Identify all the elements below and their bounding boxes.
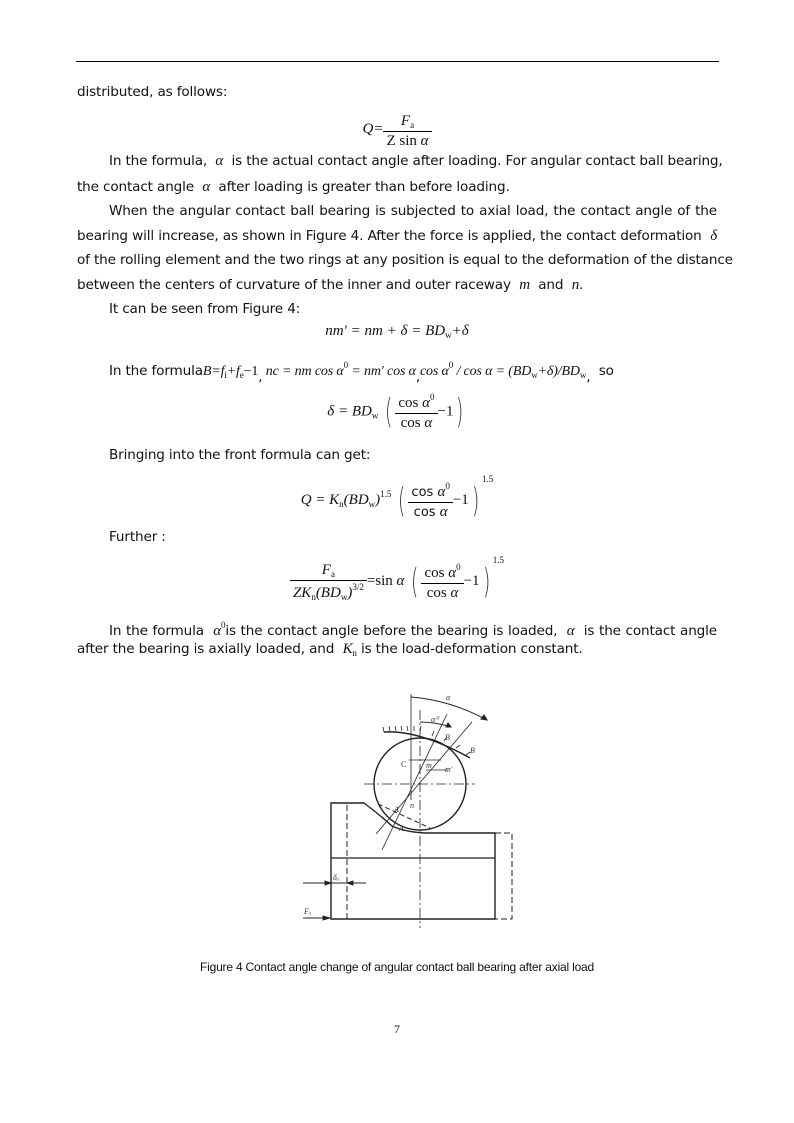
equation-q: Q= $\frac{F_a}{\text{Z sin α}}$ [0,113,794,150]
equation-nm: nm′ = nm + $\delta = BD_w+\delta$ [325,323,469,340]
paragraph-line: Bringing into the front formula can get: [109,447,371,463]
paragraph-line-formula: In the $formulaB=f_i+f_e-1$, nc = nm $\cos \alpha^0 = nm'$ cos α,cos $\alpha^0 / \cos \alpha = (BD_w+\delta)/BD_w$, so [109,360,614,385]
svg-text:m: m [426,761,432,770]
paragraph-line: Further : [109,529,166,545]
paragraph-line: In the formula, α is the actual contact angle after loading. For angular contact ball bearing, [109,153,723,169]
svg-text:A: A [399,824,404,833]
equation-delta: $\delta = BD_w$ ( $\frac{\cos \alpha^0}{\text{cos α}}$ −1) [327,392,464,432]
svg-text:n: n [410,801,414,810]
paragraph-intro [77,83,717,101]
paragraph-line: In the formula $\alpha^0is$ the contact angle before the bearing is loaded, α is the contact angle [109,620,717,639]
svg-text:B: B [470,746,475,755]
fraction: $\frac{F_a}{\text{Z sin α}}$ [383,113,431,150]
paragraph-line: between the centers of curvature of the inner and outer raceway m and n. [77,277,584,293]
svg-text:B: B [445,733,450,742]
equation-q-kn: $Q = K_n(BD_w)^{1.5}$ ( $\frac{\cos \alpha^0}{\text{cos α}}$ −1)$^{1.5}$ [300,474,494,521]
text: distributed, as follows: [77,84,228,100]
paragraph-line: bearing will increase, as shown in Figure 4. After the force is applied, the contact deformation δ [77,228,718,244]
svg-text:C: C [401,760,407,769]
figure-bearing-diagram [290,680,530,930]
svg-text:δₐ: δₐ [333,873,340,882]
svg-text:A: A [394,805,399,814]
paragraph-line: the contact angle α after loading is greater than before loading. [77,179,510,195]
page-number: 7 [394,1022,400,1036]
header-rule [76,61,719,62]
figure-caption: Figure 4 Contact angle change of angular contact ball bearing after axial load [200,960,594,974]
paragraph-line: It can be seen from Figure 4: [109,301,301,317]
svg-text:α: α [446,693,451,702]
svg-text:α⁰: α⁰ [431,715,439,724]
paragraph-line: When the angular contact ball bearing is subjected to axial load, the contact angle of the [109,203,717,219]
equation-fa: $\frac{F_a}{ZK_n(BD_w)^{3/2}}$ =sin α ( $\frac{\cos \alpha^0}{\text{cos α}}$ −1)$^{1.5}$ [0,555,794,602]
paragraph-line: of the rolling element and the two rings at any position is equal to the deformation of the distance [77,252,733,268]
svg-text:Fₐ: Fₐ [304,907,312,916]
paragraph-line: after the bearing is axially loaded, and $K_n$ is the load-deformation constant. [77,641,583,658]
svg-text:m′: m′ [445,765,453,774]
